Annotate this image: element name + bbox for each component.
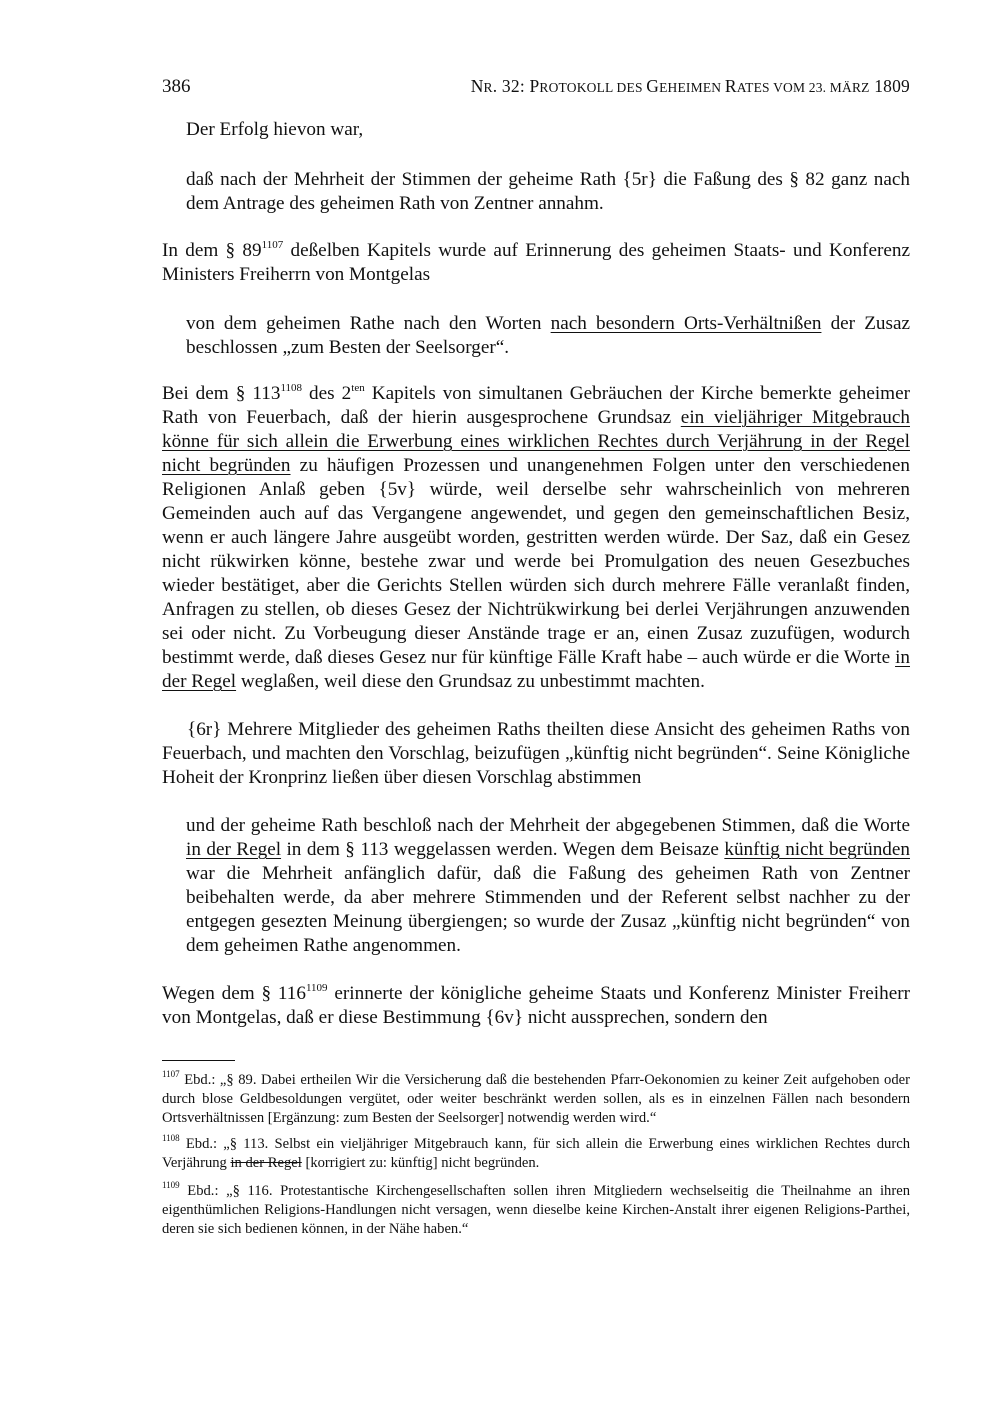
footnote-ref-1107: 1107 <box>261 238 284 251</box>
footnote-1109: $^{1109}$ Ebd.: „§ 116. Protestantische Kirchengesellschaften sollen ihren Mitgliedern wechselseitig die Theilnahme an ihren eigenthümlichen Religions-Handlungen nicht versagen, wenn dieselbe keine Kirchen-Anstalt ihrer eigenen Religions-Parthei, deren sie sich bedienen können, in der Nähe haben.“ <box>162 1180 910 1237</box>
footnote-ref-1109: 1109 <box>305 981 328 994</box>
paragraph-result-intro: Der Erfolg hievon war, <box>186 119 364 140</box>
paragraph-members-opinion: {6r} Mehrere Mitglieder des geheimen Raths theilten diese Ansicht des geheimen Raths von Feuerbach, und machten den Vorschlag, beizufügen „künftig nicht begründen“. Seine Königliche Hoheit der Kronprinz ließen über diesen Vorschlag abstimmen <box>162 719 910 788</box>
footnote-1108: $^{1108}$ Ebd.: „§ 113. Selbst ein vieljähriger Mitgebrauch kann, für sich allein die Erwerbung eines wirklichen Rechtes durch Verjährung in der Regel [korrigiert zu: künftig] nicht begründen. <box>162 1133 910 1171</box>
running-title: NR. 32: PROTOKOLL DES GEHEIMEN RATES VOM 23. MÄRZ 1809 <box>470 76 910 96</box>
footnote-separator <box>162 1060 235 1061</box>
paragraph-resolution-113: und der geheime Rath beschloß nach der Mehrheit der abgegebenen Stimmen, daß die Worte in der Regel in dem § 113 weggelassen werden. Wegen dem Beisaze künftig nicht begründen war die Mehrheit anfänglich dafür, daß die Faßung des geheimen Rath von Zentner beibehalten werde, da aber mehrere Stimmenden und der Referent selbst nachher zu der entgegen gesezten Meinung übergiengen; so wurde der Zusaz „künftig nicht begründen“ von dem geheimen Rathe angenommen. <box>186 815 910 956</box>
paragraph-section-113: Bei dem § $113^{1108}$ des $2^{ten}$ Kapitels von simultanen Gebräuchen der Kirche bemerkte geheimer Rath von Feuerbach, daß der hierin ausgesprochene Grundsaz ein vieljähriger Mitgebrauch könne für sich allein die Erwerbung eines wirklichen Rechtes durch Verjährung in der Regel nicht begründen zu häufigen Prozessen und unangenehmen Folgen unter den verschiedenen Religionen Anlaß geben {5v} würde, weil derselbe sehr wahrscheinlich von mehreren Gemeinden auch auf das Vergangene angewendet, und gegen den gemeinschaftlichen Besiz, wenn er auch längere Jahre ausgeübt worden, gestritten werden würde. Der Saz, daß ein Gesez nicht rükwirken könne, bestehe zwar und werde bei Promulgation des neuen Gesezbuches wieder bestätiget, aber die Gerichts Stellen würden sich durch mehrere Fälle veranlaßt finden, Anfragen zu stellen, ob dieses Gesez der Nichtrükwirkung bei derlei Verjährungen anzuwenden sei oder nicht. Zu Vorbeugung dieser Anstände trage er an, einen Zusaz zuzufügen, wodurch bestimmt werde, daß dieses Gesez nur für künftige Fälle Kraft habe – auch würde er die Worte in der Regel weglaßen, weil diese den Grundsaz zu unbestimmt machten. <box>162 381 911 692</box>
footnote-ref-1108: 1108 <box>280 381 303 394</box>
paragraph-section-116: Wegen dem § $116^{1109}$ erinnerte der königliche geheime Staats und Konferenz Minister Freiherr von Montgelas, daß er diese Bestimmung {6v} nicht aussprechen, sondern den <box>162 981 910 1028</box>
paragraph-resolution-82: daß nach der Mehrheit der Stimmen der geheime Rath {5r} die Faßung des § 82 ganz nach dem Antrage des geheimen Rath von Zentner annahm. <box>186 169 910 214</box>
footnote-1107: $^{1107}$ Ebd.: „§ 89. Dabei ertheilen Wir die Versicherung daß die bestehenden Pfarr-Oekonomien zu keiner Zeit aufgehoben oder durch blose Geldbesoldungen vergütet, oder weiter beschränkt werden sollen, als es in einzelnen Fällen nach besondern Ortsverhältnissen [Ergänzung: zum Besten der Seelsorger] notwendig werden wird.“ <box>162 1069 910 1126</box>
paragraph-section-89: In dem § $89^{1107}$ deßelben Kapitels wurde auf Erinnerung des geheimen Staats- und Konferenz Ministers Freiherrn von Montgelas <box>162 238 910 285</box>
struck-text: in der Regel <box>230 1155 302 1171</box>
page-number: 386 <box>162 76 191 97</box>
paragraph-resolution-89: von dem geheimen Rathe nach den Worten nach besondern Orts-Verhältnißen der Zusaz beschlossen „zum Besten der Seelsorger“. <box>186 313 911 358</box>
